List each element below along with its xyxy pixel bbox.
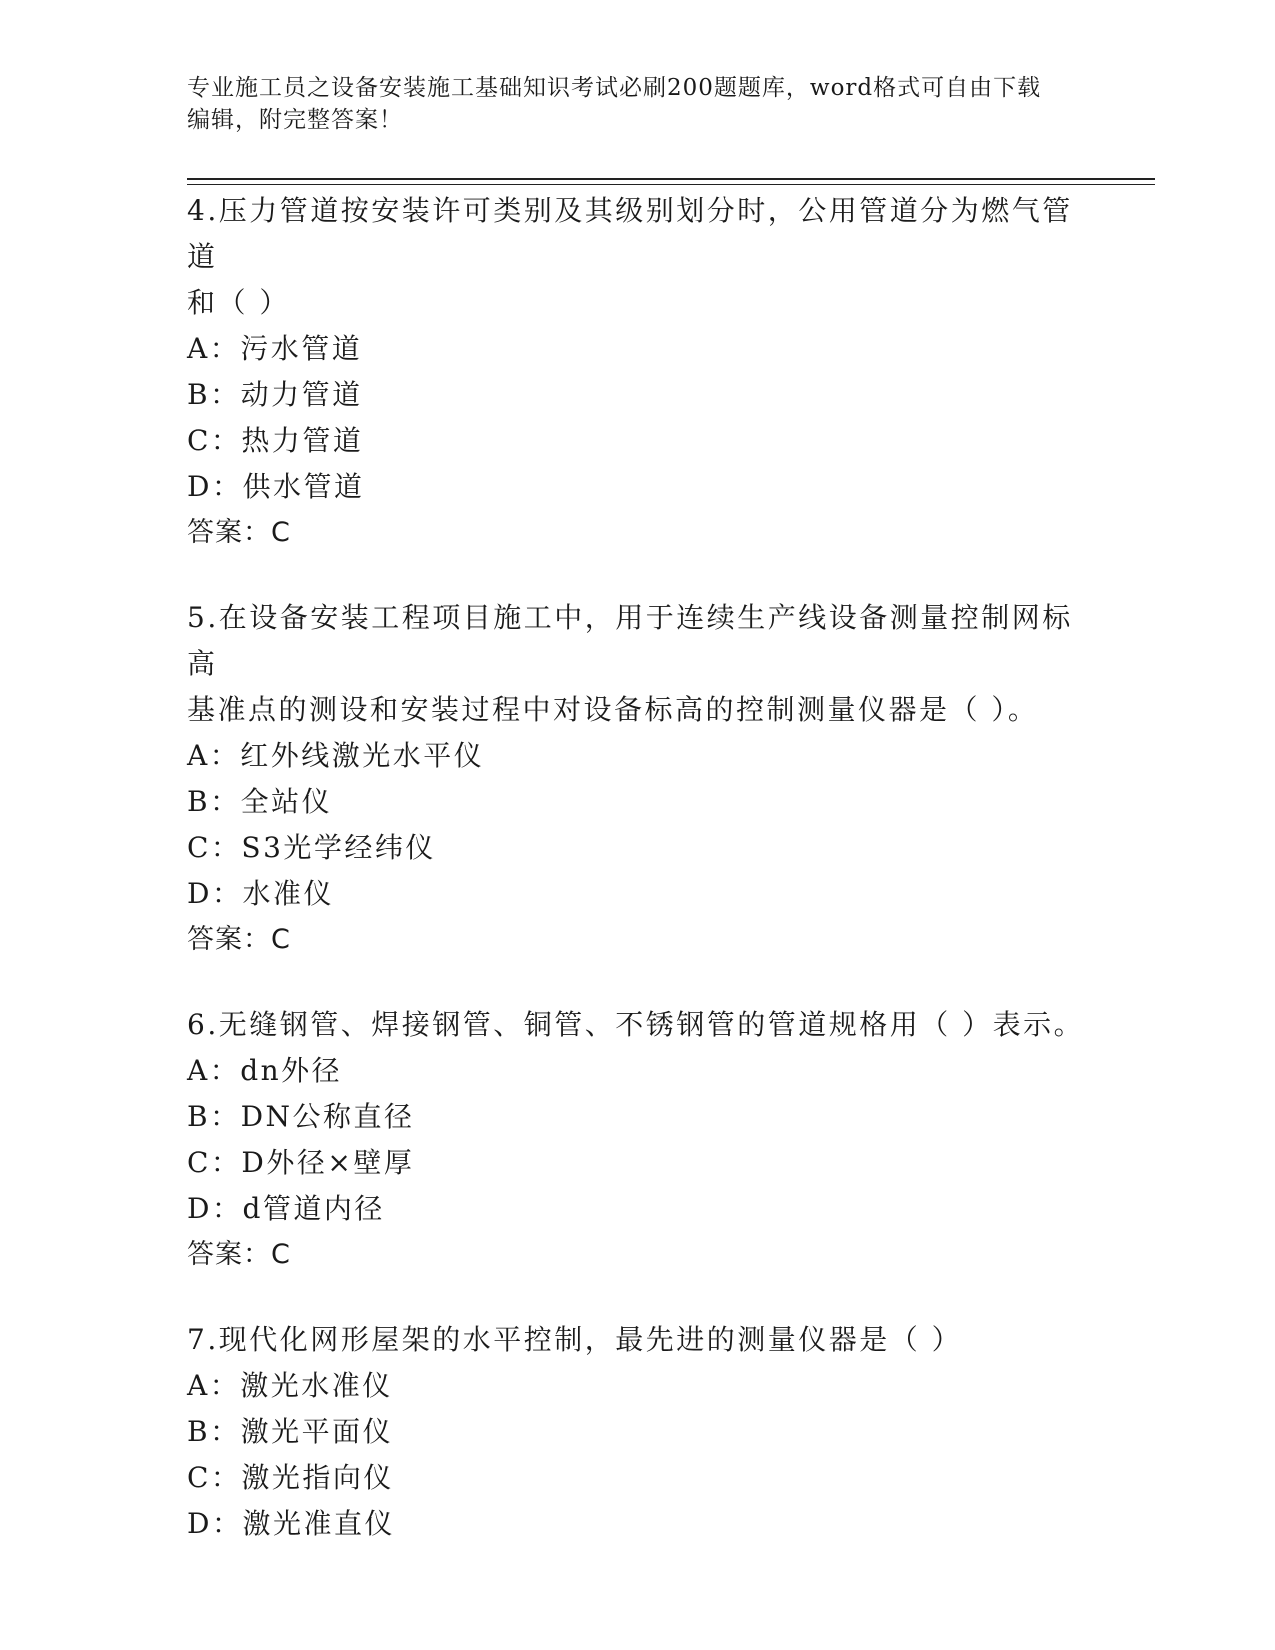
question-stem <box>187 188 1087 326</box>
option-c: C：D外径×壁厚 <box>187 1146 415 1179</box>
option-a: A：红外线激光水平仪 <box>187 739 485 772</box>
question-list <box>187 188 1087 1586</box>
question-stem-line: 7.现代化网形屋架的水平控制，最先进的测量仪器是（ ） <box>187 1323 963 1356</box>
question-4 <box>187 188 1087 556</box>
option-d: D：水准仪 <box>187 877 334 910</box>
answer-line: 答案：C <box>187 1239 291 1270</box>
option-b: B：动力管道 <box>187 378 363 411</box>
option-a: A：dn外径 <box>187 1054 343 1087</box>
question-stem-line: 6.无缝钢管、焊接钢管、铜管、不锈钢管的管道规格用（ ）表示。 <box>187 1008 1085 1041</box>
option-c: C：激光指向仪 <box>187 1461 394 1494</box>
document-header <box>187 72 1067 136</box>
option-b: B：全站仪 <box>187 785 333 818</box>
header-divider-thick <box>187 178 1155 180</box>
question-stem <box>187 1317 1087 1363</box>
option-d: D：供水管道 <box>187 470 365 503</box>
answer-line: 答案：C <box>187 924 291 955</box>
question-stem <box>187 595 1087 733</box>
option-b: B：DN公称直径 <box>187 1100 415 1133</box>
header-line-2: 编辑，附完整答案！ <box>187 107 403 133</box>
option-c: C：热力管道 <box>187 424 364 457</box>
question-5 <box>187 595 1087 963</box>
question-stem-line: 基准点的测设和安装过程中对设备标高的控制测量仪器是（ ）。 <box>187 693 1039 726</box>
option-d: D：d管道内径 <box>187 1192 385 1225</box>
header-divider-thin <box>187 184 1155 185</box>
question-stem-line: 4.压力管道按安装许可类别及其级别划分时，公用管道分为燃气管道 <box>187 194 1073 273</box>
question-7 <box>187 1317 1087 1547</box>
option-c: C：S3光学经纬仪 <box>187 831 436 864</box>
question-6 <box>187 1002 1087 1278</box>
option-b: B：激光平面仪 <box>187 1415 394 1448</box>
header-line-1: 专业施工员之设备安装施工基础知识考试必刷200题题库，word格式可自由下载 <box>187 75 1042 101</box>
option-a: A：污水管道 <box>187 332 363 365</box>
question-stem <box>187 1002 1087 1048</box>
option-d: D：激光准直仪 <box>187 1507 395 1540</box>
answer-line: 答案：C <box>187 517 291 548</box>
question-stem-line: 和（ ） <box>187 286 290 319</box>
question-stem-line: 5.在设备安装工程项目施工中，用于连续生产线设备测量控制网标高 <box>187 601 1073 680</box>
option-a: A：激光水准仪 <box>187 1369 393 1402</box>
